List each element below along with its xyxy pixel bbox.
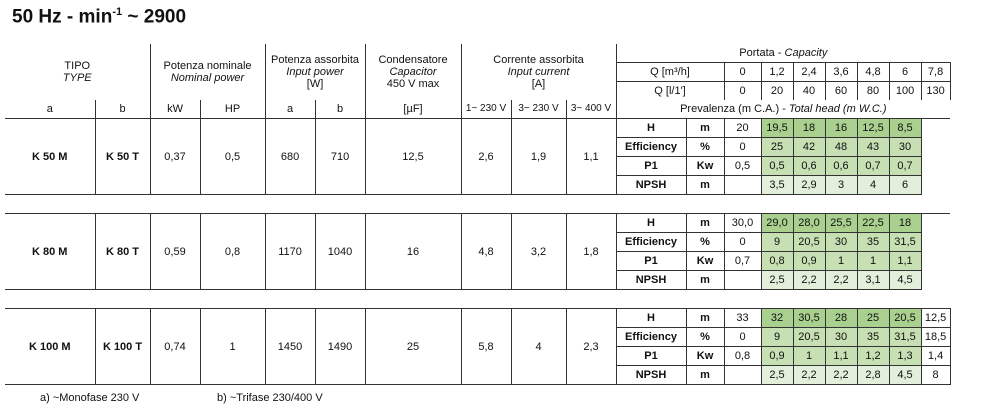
metric-value: 0	[724, 328, 761, 347]
type-header: TIPO TYPE	[62, 60, 92, 84]
current-3ph-400: 2,3	[566, 309, 616, 385]
input-power-b: 710	[315, 119, 365, 195]
model-single-phase: K 100 M	[5, 309, 95, 385]
metric-unit: m	[686, 176, 724, 195]
metric-value: 8,5	[889, 119, 921, 138]
metric-label: P1	[616, 347, 686, 366]
metric-label: H	[616, 119, 686, 138]
power-hp: 1	[200, 309, 265, 385]
metric-value: 2,2	[793, 271, 825, 290]
metric-label: NPSH	[616, 366, 686, 385]
metric-value: 28,0	[793, 214, 825, 233]
metric-unit: m	[686, 271, 724, 290]
metric-value: 1,2	[857, 347, 889, 366]
metric-value: 0,7	[857, 157, 889, 176]
metric-value	[921, 157, 950, 176]
metric-value: 12,5	[921, 309, 950, 328]
separator-line	[5, 195, 950, 214]
metric-value: 2,2	[825, 271, 857, 290]
power-kw: 0,59	[150, 214, 200, 290]
current-3ph-230: 4	[511, 309, 566, 385]
flow-value: 3,6	[825, 63, 857, 82]
metric-label: H	[616, 309, 686, 328]
metric-value: 0,5	[761, 157, 793, 176]
pump-performance-table	[5, 44, 951, 385]
input-power-b: 1040	[315, 214, 365, 290]
metric-value: 28	[825, 309, 857, 328]
metric-unit: %	[686, 328, 724, 347]
capacitor-uf: 16	[365, 214, 461, 290]
metric-value: 9	[761, 328, 793, 347]
metric-value: 0,6	[793, 157, 825, 176]
col-power-b-header: b	[315, 100, 365, 119]
metric-value: 25,5	[825, 214, 857, 233]
metric-value: 30	[825, 328, 857, 347]
current-3ph-230: 3,2	[511, 214, 566, 290]
metric-value: 48	[825, 138, 857, 157]
metric-value: 30	[825, 233, 857, 252]
metric-value: 2,2	[825, 366, 857, 385]
current-3ph-230: 1,9	[511, 119, 566, 195]
current-1ph-230: 2,6	[461, 119, 511, 195]
subheader-row	[5, 100, 950, 119]
metric-unit: Kw	[686, 252, 724, 271]
col-3ph-400-header: 3~ 400 V	[566, 100, 616, 119]
flow-value: 80	[857, 82, 889, 101]
block-separator	[5, 290, 950, 309]
col-uf-header: [µF]	[365, 100, 461, 119]
metric-value: 18	[793, 119, 825, 138]
metric-value: 1,1	[825, 347, 857, 366]
col-a-header: a	[5, 100, 95, 119]
metric-value: 1,1	[889, 252, 921, 271]
metric-value: 20,5	[793, 233, 825, 252]
metric-value: 0,9	[793, 252, 825, 271]
metric-value: 9	[761, 233, 793, 252]
metric-value: 0	[724, 138, 761, 157]
input-power-b: 1490	[315, 309, 365, 385]
metric-value: 2,9	[793, 176, 825, 195]
metric-value: 30	[889, 138, 921, 157]
metric-label: Efficiency	[616, 138, 686, 157]
metric-value: 20,5	[793, 328, 825, 347]
nominal-power-header: Potenza nominale Nominal power	[150, 44, 265, 100]
metric-value: 0,7	[724, 252, 761, 271]
metric-value: 0	[724, 233, 761, 252]
metric-value: 0,8	[724, 347, 761, 366]
power-kw: 0,74	[150, 309, 200, 385]
metric-label: Efficiency	[616, 233, 686, 252]
metric-value: 1	[825, 252, 857, 271]
flow-value: 130	[921, 82, 950, 101]
col-kw-header: kW	[150, 100, 200, 119]
input-current-header: Corrente assorbita Input current [A]	[461, 44, 616, 100]
model-perf-row	[5, 309, 950, 328]
capacitor-uf: 25	[365, 309, 461, 385]
metric-value: 31,5	[889, 328, 921, 347]
metric-value: 20,5	[889, 309, 921, 328]
col-1ph-230-header: 1~ 230 V	[461, 100, 511, 119]
separator-line	[5, 290, 950, 309]
capacitor-uf: 12,5	[365, 119, 461, 195]
input-power-a: 1450	[265, 309, 315, 385]
model-three-phase: K 50 T	[95, 119, 150, 195]
metric-value: 25	[857, 309, 889, 328]
metric-value: 0,5	[724, 157, 761, 176]
metric-value: 25	[761, 138, 793, 157]
metric-value: 29,0	[761, 214, 793, 233]
metric-unit: Kw	[686, 347, 724, 366]
metric-value	[921, 233, 950, 252]
metric-value: 4,5	[889, 366, 921, 385]
metric-value: 22,5	[857, 214, 889, 233]
metric-unit: %	[686, 138, 724, 157]
current-1ph-230: 4,8	[461, 214, 511, 290]
flow-value: 40	[793, 82, 825, 101]
metric-value	[921, 119, 950, 138]
flow-value: 20	[761, 82, 793, 101]
footnote-single-phase: a) ~Monofase 230 V	[40, 392, 140, 404]
metric-value: 0,8	[761, 252, 793, 271]
capacity-header: Portata - Capacity	[616, 44, 950, 63]
flow-m3h-label: Q [m³/h]	[616, 63, 724, 82]
block-separator	[5, 195, 950, 214]
metric-value	[921, 271, 950, 290]
metric-value	[921, 252, 950, 271]
metric-unit: m	[686, 119, 724, 138]
model-perf-row	[5, 119, 950, 138]
input-power-a: 680	[265, 119, 315, 195]
metric-value: 30,0	[724, 214, 761, 233]
input-power-a: 1170	[265, 214, 315, 290]
capacitor-header: Condensatore Capacitor 450 V max	[365, 44, 461, 100]
metric-value	[724, 271, 761, 290]
metric-value: 3,1	[857, 271, 889, 290]
metric-value: 20	[724, 119, 761, 138]
metric-value: 35	[857, 328, 889, 347]
metric-value: 19,5	[761, 119, 793, 138]
col-power-a-header: a	[265, 100, 315, 119]
metric-value: 1	[793, 347, 825, 366]
power-hp: 0,5	[200, 119, 265, 195]
metric-value: 35	[857, 233, 889, 252]
metric-value: 0,6	[825, 157, 857, 176]
metric-label: NPSH	[616, 271, 686, 290]
metric-value: 8	[921, 366, 950, 385]
metric-value	[724, 366, 761, 385]
power-kw: 0,37	[150, 119, 200, 195]
flow-value: 1,2	[761, 63, 793, 82]
model-three-phase: K 80 T	[95, 214, 150, 290]
col-3ph-230-header: 3~ 230 V	[511, 100, 566, 119]
col-hp-header: HP	[200, 100, 265, 119]
metric-value: 3	[825, 176, 857, 195]
flow-value: 0	[724, 82, 761, 101]
model-perf-row	[5, 214, 950, 233]
metric-label: P1	[616, 252, 686, 271]
metric-value: 2,5	[761, 271, 793, 290]
metric-value: 32	[761, 309, 793, 328]
footnote-three-phase: b) ~Trifase 230/400 V	[217, 392, 323, 404]
current-3ph-400: 1,8	[566, 214, 616, 290]
metric-value: 3,5	[761, 176, 793, 195]
model-single-phase: K 50 M	[5, 119, 95, 195]
metric-value	[921, 176, 950, 195]
metric-unit: Kw	[686, 157, 724, 176]
model-three-phase: K 100 T	[95, 309, 150, 385]
current-1ph-230: 5,8	[461, 309, 511, 385]
metric-value: 42	[793, 138, 825, 157]
flow-value: 7,8	[921, 63, 950, 82]
metric-value: 33	[724, 309, 761, 328]
metric-value: 1	[857, 252, 889, 271]
metric-value: 12,5	[857, 119, 889, 138]
metric-value: 4,5	[889, 271, 921, 290]
page-title: 50 Hz - $\min^{-1}$ ~ 2900	[12, 6, 187, 28]
metric-unit: m	[686, 366, 724, 385]
metric-label: Efficiency	[616, 328, 686, 347]
flow-value: 4,8	[857, 63, 889, 82]
metric-value: 31,5	[889, 233, 921, 252]
flow-value: 6	[889, 63, 921, 82]
metric-label: P1	[616, 157, 686, 176]
metric-value: 2,5	[761, 366, 793, 385]
metric-value	[921, 138, 950, 157]
flow-value: 100	[889, 82, 921, 101]
model-single-phase: K 80 M	[5, 214, 95, 290]
metric-unit: %	[686, 233, 724, 252]
input-power-header: Potenza assorbita Input power [W]	[265, 44, 365, 100]
metric-value: 2,2	[793, 366, 825, 385]
metric-value: 16	[825, 119, 857, 138]
metric-value: 18,5	[921, 328, 950, 347]
metric-unit: m	[686, 309, 724, 328]
metric-value: 30,5	[793, 309, 825, 328]
metric-label: H	[616, 214, 686, 233]
col-b-header: b	[95, 100, 150, 119]
metric-value	[724, 176, 761, 195]
flow-value: 60	[825, 82, 857, 101]
total-head-header: Prevalenza (m C.A.) - Total head (m W.C.)	[616, 100, 950, 119]
current-3ph-400: 1,1	[566, 119, 616, 195]
metric-value	[921, 214, 950, 233]
flow-value: 0	[724, 63, 761, 82]
metric-label: NPSH	[616, 176, 686, 195]
power-hp: 0,8	[200, 214, 265, 290]
metric-value: 0,7	[889, 157, 921, 176]
metric-value: 6	[889, 176, 921, 195]
metric-value: 0,9	[761, 347, 793, 366]
metric-value: 2,8	[857, 366, 889, 385]
metric-value: 1,4	[921, 347, 950, 366]
metric-unit: m	[686, 214, 724, 233]
flow-value: 2,4	[793, 63, 825, 82]
metric-value: 43	[857, 138, 889, 157]
metric-value: 18	[889, 214, 921, 233]
metric-value: 4	[857, 176, 889, 195]
metric-value: 1,3	[889, 347, 921, 366]
flow-ls-label: Q [l/1']	[616, 82, 724, 101]
